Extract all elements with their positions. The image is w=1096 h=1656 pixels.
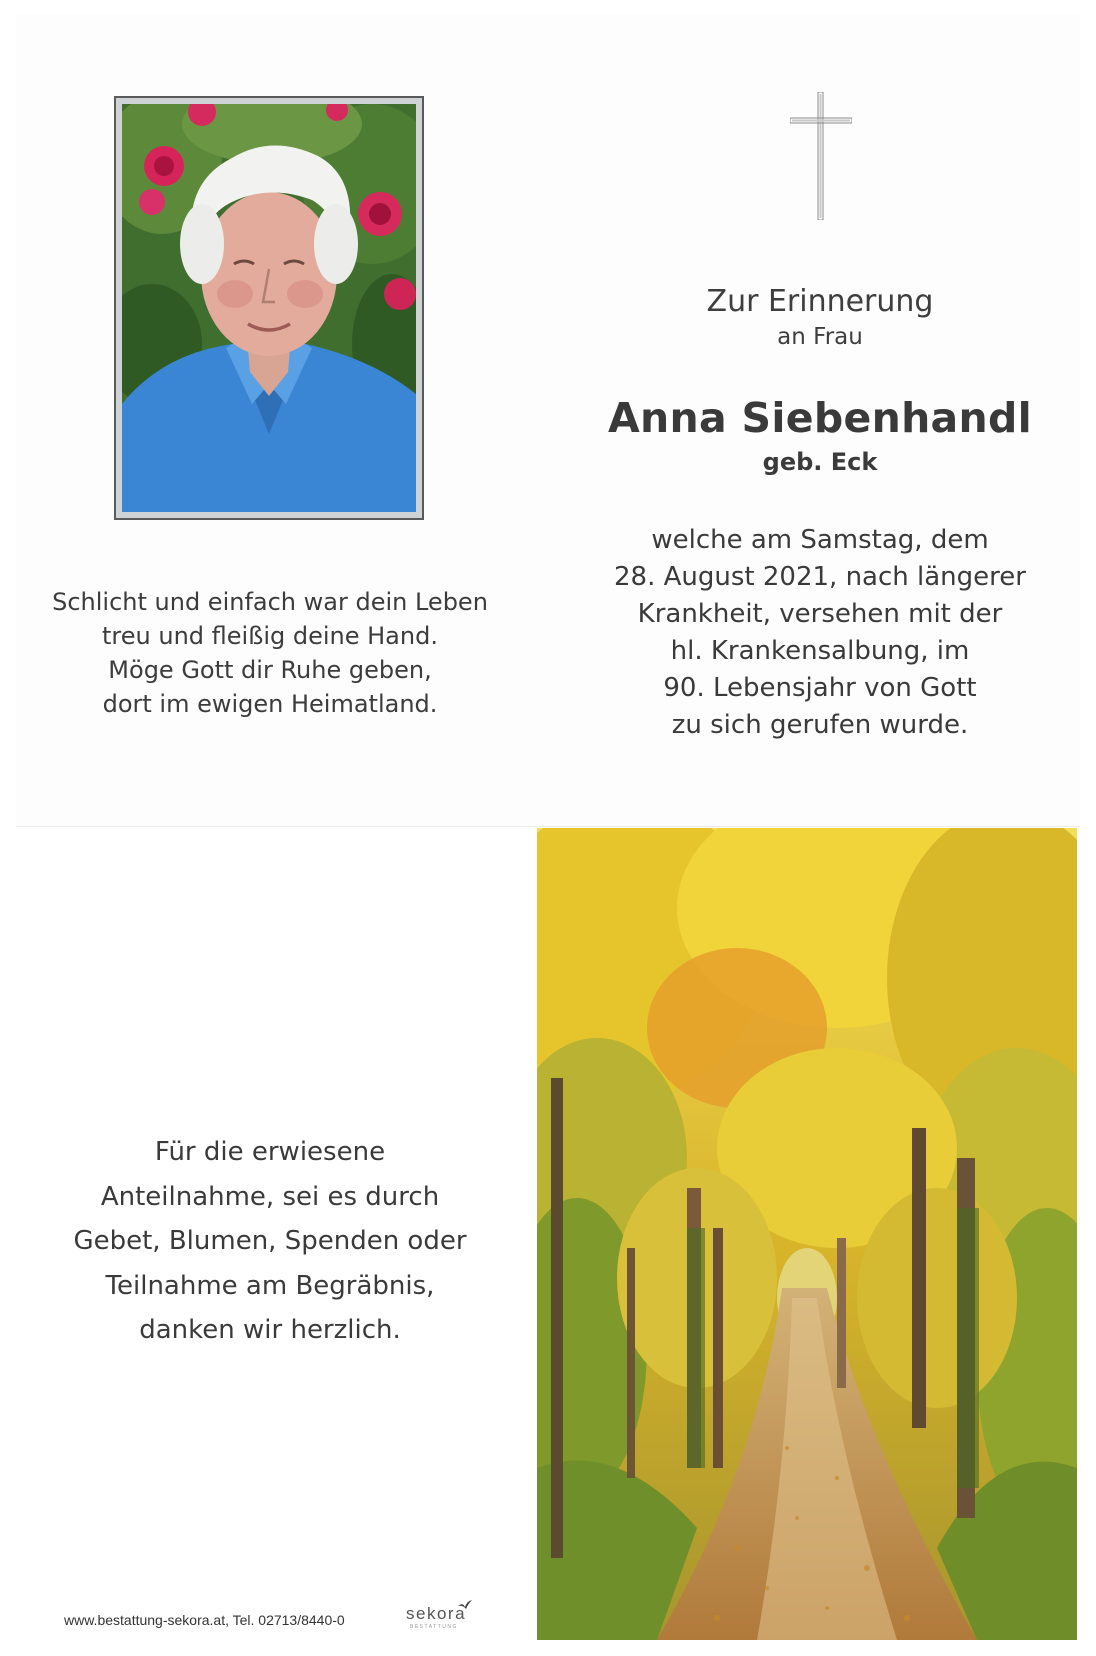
death-notice-line: Krankheit, versehen mit der <box>637 599 1003 629</box>
autumn-forest-image <box>537 828 1077 1640</box>
poem-line: dort im ewigen Heimatland. <box>102 690 438 718</box>
poem-line: treu und fleißig deine Hand. <box>102 622 438 650</box>
deceased-name: Anna Siebenhandl <box>607 394 1033 442</box>
memorial-salutation: an Frau <box>777 324 863 350</box>
death-notice <box>560 522 1080 744</box>
death-notice-line: 28. August 2021, nach längerer <box>614 562 1026 592</box>
portrait-frame <box>114 96 424 520</box>
death-notice-line: hl. Krankensalbung, im <box>670 636 970 666</box>
cross-icon <box>790 92 852 220</box>
thanks-line: Gebet, Blumen, Spenden oder <box>73 1226 467 1256</box>
funeral-home-logo-sub: BESTATTUNG <box>410 1624 458 1630</box>
thanks-line: Anteilnahme, sei es durch <box>100 1181 440 1212</box>
poem-line: Schlicht und einfach war dein Leben <box>52 588 488 616</box>
memorial-heading: Zur Erinnerung <box>706 284 934 319</box>
thanks-message <box>40 1130 500 1353</box>
birth-name: geb. Eck <box>762 448 878 476</box>
poem-verse <box>40 585 500 721</box>
death-notice-line: welche am Samstag, dem <box>651 525 989 555</box>
funeral-home-logo: sekora <box>406 1604 467 1623</box>
death-notice-line: zu sich gerufen wurde. <box>671 710 969 740</box>
bird-icon <box>458 1600 472 1610</box>
death-notice-line: 90. Lebensjahr von Gott <box>663 673 977 703</box>
thanks-line: danken wir herzlich. <box>139 1315 401 1345</box>
poem-line: Möge Gott dir Ruhe geben, <box>108 656 432 684</box>
funeral-home-contact: www.bestattung-sekora.at, Tel. 02713/8440-0 <box>64 1612 345 1628</box>
thanks-line: Für die erwiesene <box>154 1137 386 1167</box>
thanks-line: Teilnahme am Begräbnis, <box>105 1270 435 1301</box>
portrait-photo <box>122 104 416 512</box>
